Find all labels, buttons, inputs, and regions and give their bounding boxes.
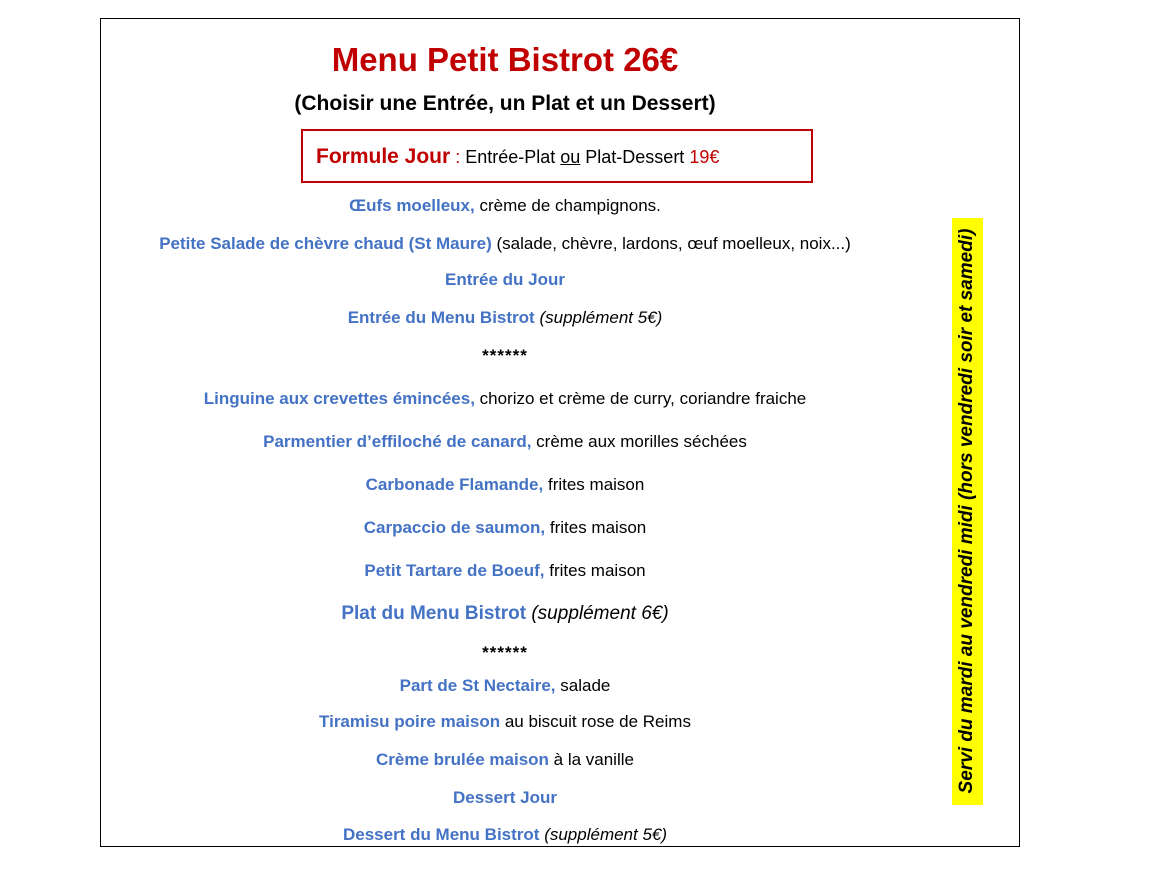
- menu-subtitle: (Choisir une Entrée, un Plat et un Dessert): [294, 92, 716, 115]
- dish-supplement: (supplément 5€): [539, 308, 663, 327]
- dish-desc: salade: [555, 676, 611, 695]
- dish-name: Crème brulée maison: [376, 750, 549, 769]
- dish-desc: crème de champignons.: [474, 196, 661, 215]
- dish-desc: chorizo et crème de curry, coriandre fraiche: [474, 389, 807, 408]
- dish-desc: frites maison: [545, 518, 647, 537]
- dish-name: Entrée du Menu Bistrot: [347, 308, 535, 327]
- side-note: Servi du mardi au vendredi midi (hors vendredi soir et samedi): [956, 228, 977, 794]
- menu-item-dessert-1: [0, 676, 1010, 696]
- dish-desc: crème aux morilles séchées: [531, 432, 747, 451]
- dish-name: Part de St Nectaire,: [399, 676, 556, 695]
- formule-or: ou: [560, 147, 581, 167]
- separator-2: ******: [482, 643, 528, 662]
- menu-item-plat-1: [0, 389, 1010, 409]
- menu-item-entree-2: [0, 234, 1010, 254]
- dish-desc: frites maison: [544, 561, 646, 580]
- formule-text1: Entrée-Plat: [465, 147, 561, 167]
- menu-item-entree-3: [0, 270, 1010, 290]
- menu-item-dessert-3: [0, 750, 1010, 770]
- menu-item-entree-4: [0, 308, 1010, 328]
- menu-item-plat-5: [0, 561, 1010, 581]
- menu-item-plat-3: [0, 475, 1010, 495]
- menu-item-dessert-5: [0, 825, 1010, 845]
- dish-name: Petite Salade de chèvre chaud (St Maure): [159, 234, 492, 253]
- dish-supplement: (supplément 6€): [531, 603, 669, 624]
- dish-name: Parmentier d’effiloché de canard,: [263, 432, 532, 451]
- dish-desc: à la vanille: [548, 750, 634, 769]
- menu-item-plat-4: [0, 518, 1010, 538]
- dish-name: Petit Tartare de Boeuf,: [364, 561, 545, 580]
- dish-name: Plat du Menu Bistrot: [341, 603, 527, 624]
- menu-item-plat-6: [0, 603, 1010, 625]
- dish-name: Dessert du Menu Bistrot: [342, 825, 540, 844]
- dish-desc: (salade, chèvre, lardons, œuf moelleux, noix...): [491, 234, 851, 253]
- formule-price: 19€: [689, 147, 720, 167]
- dish-supplement: (supplément 5€): [544, 825, 668, 844]
- menu-item-entree-1: [0, 196, 1010, 216]
- dish-name: Œufs moelleux,: [349, 196, 475, 215]
- formule-label: Formule Jour: [316, 145, 451, 168]
- formule-text2: Plat-Dessert: [580, 147, 690, 167]
- dish-name: Dessert Jour: [453, 788, 557, 807]
- dish-name: Tiramisu poire maison: [319, 712, 501, 731]
- dish-name: Entrée du Jour: [445, 270, 565, 289]
- dish-name: Carpaccio de saumon,: [363, 518, 546, 537]
- menu-item-plat-2: [0, 432, 1010, 452]
- separator-1: ******: [482, 346, 528, 365]
- formule-sep: :: [450, 147, 466, 167]
- dish-name: Linguine aux crevettes émincées,: [203, 389, 475, 408]
- dish-name: Carbonade Flamande,: [365, 475, 544, 494]
- menu-item-dessert-2: [0, 712, 1010, 732]
- menu-item-dessert-4: [0, 788, 1010, 808]
- dish-desc: au biscuit rose de Reims: [500, 712, 691, 731]
- formule-jour: [316, 145, 719, 169]
- dish-desc: frites maison: [543, 475, 645, 494]
- menu-title: Menu Petit Bistrot 26€: [331, 41, 679, 78]
